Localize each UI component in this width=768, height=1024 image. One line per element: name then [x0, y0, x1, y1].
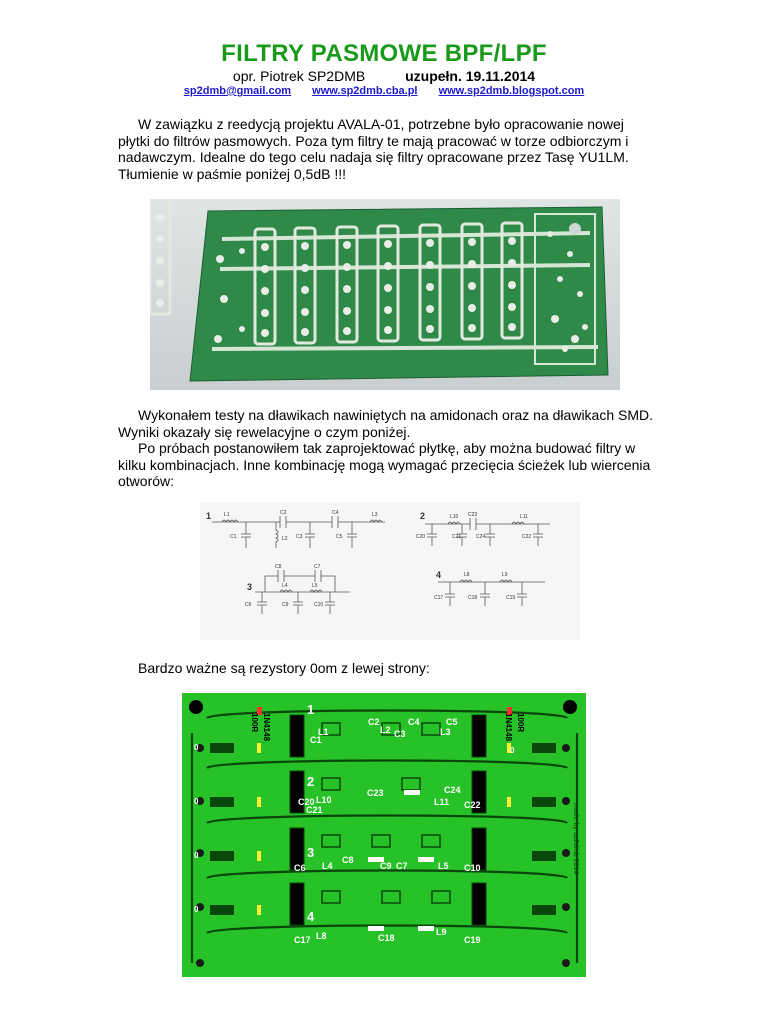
- svg-text:L5: L5: [438, 861, 449, 871]
- svg-text:C2: C2: [368, 717, 380, 727]
- svg-text:C21: C21: [306, 805, 323, 815]
- svg-text:L9: L9: [502, 572, 508, 578]
- svg-text:L2: L2: [282, 536, 288, 542]
- svg-text:C10: C10: [314, 602, 324, 608]
- svg-text:L11: L11: [434, 797, 450, 807]
- resistor-note: Bardzo ważne są rezystory 0om z lewej strony:: [138, 660, 430, 676]
- svg-text:L4: L4: [282, 583, 288, 589]
- svg-text:C6: C6: [245, 602, 252, 608]
- author-name: opr. Piotrek SP2DMB: [232, 68, 366, 84]
- pcb-side-text: made by sp2dmb 2014: [572, 803, 579, 875]
- svg-text:C22: C22: [464, 800, 481, 810]
- svg-text:C2: C2: [280, 510, 287, 516]
- pcb-filter-4-label: 4: [307, 909, 315, 924]
- svg-text:C1: C1: [230, 534, 237, 540]
- author-line: [0, 68, 768, 84]
- svg-text:C22: C22: [522, 534, 532, 540]
- svg-text:L8: L8: [316, 931, 327, 941]
- email-link[interactable]: sp2dmb@gmail.com: [183, 85, 292, 97]
- svg-text:C19: C19: [464, 935, 481, 945]
- svg-text:0: 0: [194, 851, 199, 860]
- svg-text:L4: L4: [322, 861, 333, 871]
- svg-text:100R: 100R: [250, 713, 259, 733]
- svg-text:1N4148: 1N4148: [504, 713, 513, 742]
- svg-text:L9: L9: [436, 927, 447, 937]
- contact-links: [0, 85, 768, 97]
- svg-text:C5: C5: [336, 534, 343, 540]
- svg-text:C9: C9: [282, 602, 289, 608]
- schematic-1-number: 1: [206, 511, 212, 521]
- svg-text:C4: C4: [408, 717, 420, 727]
- svg-text:C4: C4: [332, 510, 339, 516]
- tests-paragraph: Wykonałem testy na dławikach nawiniętych na amidonach oraz na dławikach SMD. Wyniki okazały się rewelacyjne o czym poniżej. Po próbach postanowiłem tak zaprojektować płytkę, aby można budować filtry w kilku kombinacjach. Inne kombinację mogą wymagać przecięcia ścieżek lub wiercenia otworów:: [118, 407, 654, 489]
- pcb-photo: [150, 199, 620, 390]
- svg-text:C20: C20: [298, 797, 315, 807]
- pcb-filter-1-label: 1: [307, 702, 315, 717]
- svg-text:C21: C21: [452, 534, 462, 540]
- intro-paragraph: W zawiązku z reedycją projektu AVALA-01, potrzebne było opracowanie nowej płytki do filtrów pasmowych. Poza tym filtry te mają pracować w torze odbiorczym i nadawczym. Idealne do tego celu nadaja się filtry opracowane przez Tasę YU1LM. Tłumienie w paśmie poniżej 0,5dB !!!: [118, 116, 629, 182]
- svg-text:L2: L2: [380, 725, 391, 735]
- svg-text:C7: C7: [396, 861, 408, 871]
- svg-text:C24: C24: [476, 534, 486, 540]
- svg-text:L10: L10: [316, 795, 332, 805]
- website-link[interactable]: www.sp2dmb.cba.pl: [312, 85, 418, 97]
- svg-text:0: 0: [510, 746, 515, 755]
- svg-text:L8: L8: [464, 572, 470, 578]
- svg-text:C24: C24: [444, 785, 461, 795]
- pcb-filter-2-label: 2: [307, 774, 315, 789]
- svg-text:L1: L1: [224, 512, 230, 518]
- svg-text:C8: C8: [275, 564, 282, 570]
- svg-text:0: 0: [194, 905, 199, 914]
- svg-text:C3: C3: [394, 729, 406, 739]
- svg-text:C20: C20: [416, 534, 426, 540]
- svg-text:C17: C17: [294, 935, 311, 945]
- svg-text:C17: C17: [434, 595, 444, 601]
- svg-text:C10: C10: [464, 863, 481, 873]
- schematic-4-number: 4: [436, 570, 442, 580]
- blog-link[interactable]: www.sp2dmb.blogspot.com: [438, 85, 585, 97]
- svg-text:1N4148: 1N4148: [262, 713, 271, 742]
- svg-text:C3: C3: [296, 534, 303, 540]
- svg-text:C23: C23: [468, 512, 478, 518]
- pcb-layout: [182, 693, 586, 977]
- filter-schematics: [200, 502, 580, 640]
- schematic-2-number: 2: [420, 511, 426, 521]
- svg-text:C18: C18: [378, 933, 395, 943]
- update-date: uzupełn. 19.11.2014: [405, 68, 536, 84]
- svg-text:0: 0: [194, 743, 199, 752]
- svg-text:C23: C23: [367, 788, 384, 798]
- page-title: FILTRY PASMOWE BPF/LPF: [221, 40, 547, 67]
- schematic-3-number: 3: [247, 582, 253, 592]
- svg-text:C19: C19: [506, 595, 516, 601]
- svg-text:C7: C7: [314, 564, 321, 570]
- svg-text:C5: C5: [446, 717, 458, 727]
- pcb-filter-3-label: 3: [307, 845, 315, 860]
- svg-text:L3: L3: [372, 512, 378, 518]
- svg-text:L1: L1: [318, 727, 329, 737]
- svg-text:L10: L10: [450, 514, 459, 520]
- svg-text:C18: C18: [468, 595, 478, 601]
- svg-text:C8: C8: [342, 855, 354, 865]
- svg-text:L3: L3: [440, 727, 451, 737]
- svg-text:L11: L11: [520, 514, 528, 520]
- svg-text:C6: C6: [294, 863, 306, 873]
- svg-text:C9: C9: [380, 861, 392, 871]
- svg-text:0: 0: [194, 797, 199, 806]
- svg-text:100R: 100R: [516, 713, 525, 733]
- svg-text:L5: L5: [312, 583, 318, 589]
- svg-text:C1: C1: [310, 735, 322, 745]
